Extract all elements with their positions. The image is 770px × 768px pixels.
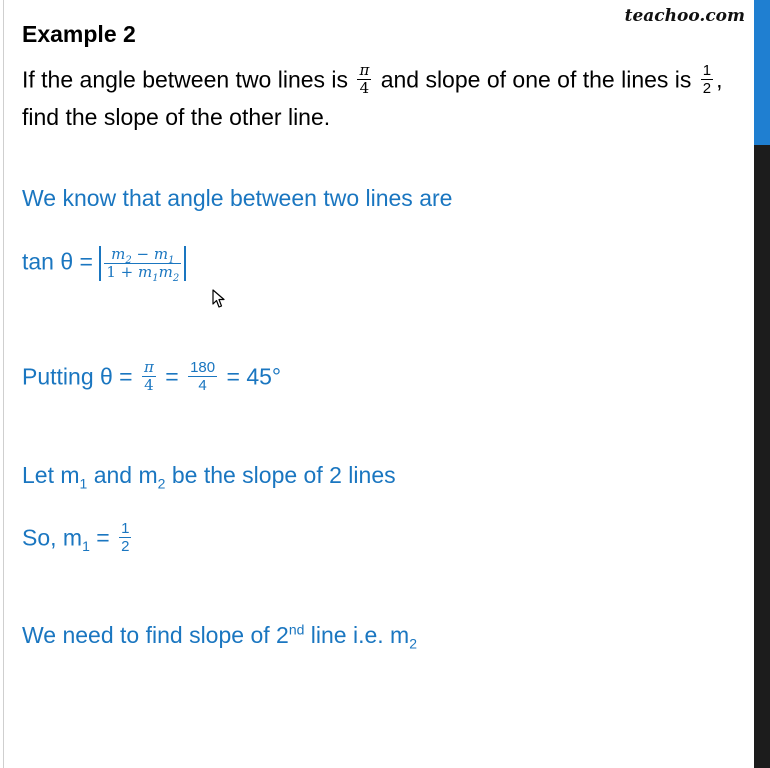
angle-numerator: π (359, 61, 370, 79)
result-45: = 45° (226, 363, 282, 390)
putting-line (22, 358, 282, 396)
left-border (3, 0, 4, 768)
sub: 2 (157, 475, 166, 492)
so-text: So, m (22, 524, 83, 551)
question-text-a: If the angle between two lines is (22, 66, 349, 93)
example-title: Example 2 (22, 21, 136, 47)
mouse-cursor-icon (212, 289, 226, 309)
sub: 2 (125, 255, 132, 266)
angle-fraction (357, 62, 371, 97)
let-text-b: and m (87, 462, 158, 488)
var-m: m (153, 245, 169, 263)
let-line (22, 461, 396, 492)
180-over-4-fraction (188, 359, 217, 394)
var-m: m (158, 263, 173, 281)
var-m: m (138, 263, 153, 281)
sub: 1 (168, 255, 175, 266)
numerator-180: 180 (190, 359, 216, 376)
need-text-b: line i.e. m (304, 622, 410, 648)
let-text-c: be the slope of 2 lines (165, 462, 396, 488)
m1-fraction (119, 520, 131, 555)
formula-fraction (104, 245, 181, 284)
so-line (22, 522, 134, 557)
minus: − (131, 245, 154, 263)
sub: 2 (172, 273, 180, 284)
m1-denominator: 2 (121, 538, 130, 555)
sub: 1 (79, 475, 88, 492)
tan-label: tan θ = (22, 248, 93, 275)
sub: 1 (152, 273, 159, 284)
pi-numerator: π (144, 358, 154, 376)
question-line-2: find the slope of the other line. (22, 104, 331, 130)
one-plus: 1 + (106, 263, 139, 281)
question-line-1 (22, 61, 723, 99)
putting-label: Putting θ = (22, 363, 133, 390)
slope-denominator: 2 (702, 80, 712, 97)
equals: = (165, 363, 179, 390)
m1-numerator: 1 (121, 520, 130, 537)
scrollbar[interactable] (754, 0, 770, 768)
pi-over-4-fraction (142, 359, 156, 394)
denominator-4: 4 (198, 377, 207, 394)
scrollbar-track[interactable] (754, 145, 770, 768)
angle-denominator: 4 (359, 79, 370, 97)
let-text-a: Let m (22, 462, 80, 488)
var-m: m (111, 245, 126, 263)
brand-logo: teachoo.com (624, 6, 745, 26)
formula-line (22, 245, 186, 284)
sub: 2 (409, 635, 418, 652)
question-text-c: , (716, 66, 723, 93)
question-text-b: and slope of one of the lines is (380, 66, 692, 93)
need-line (22, 621, 418, 652)
formula-denominator (104, 263, 181, 284)
scrollbar-thumb[interactable] (754, 0, 770, 145)
absolute-value (99, 245, 186, 284)
know-line: We know that angle between two lines are (22, 185, 453, 211)
sup: nd (288, 621, 305, 638)
sub: 1 (82, 538, 90, 555)
need-text-a: We need to find slope of 2 (22, 622, 289, 648)
so-equals: = (89, 524, 110, 551)
slope-numerator: 1 (702, 62, 712, 79)
four-denominator: 4 (144, 376, 154, 394)
formula-numerator (104, 246, 181, 264)
slope-fraction (701, 62, 713, 97)
